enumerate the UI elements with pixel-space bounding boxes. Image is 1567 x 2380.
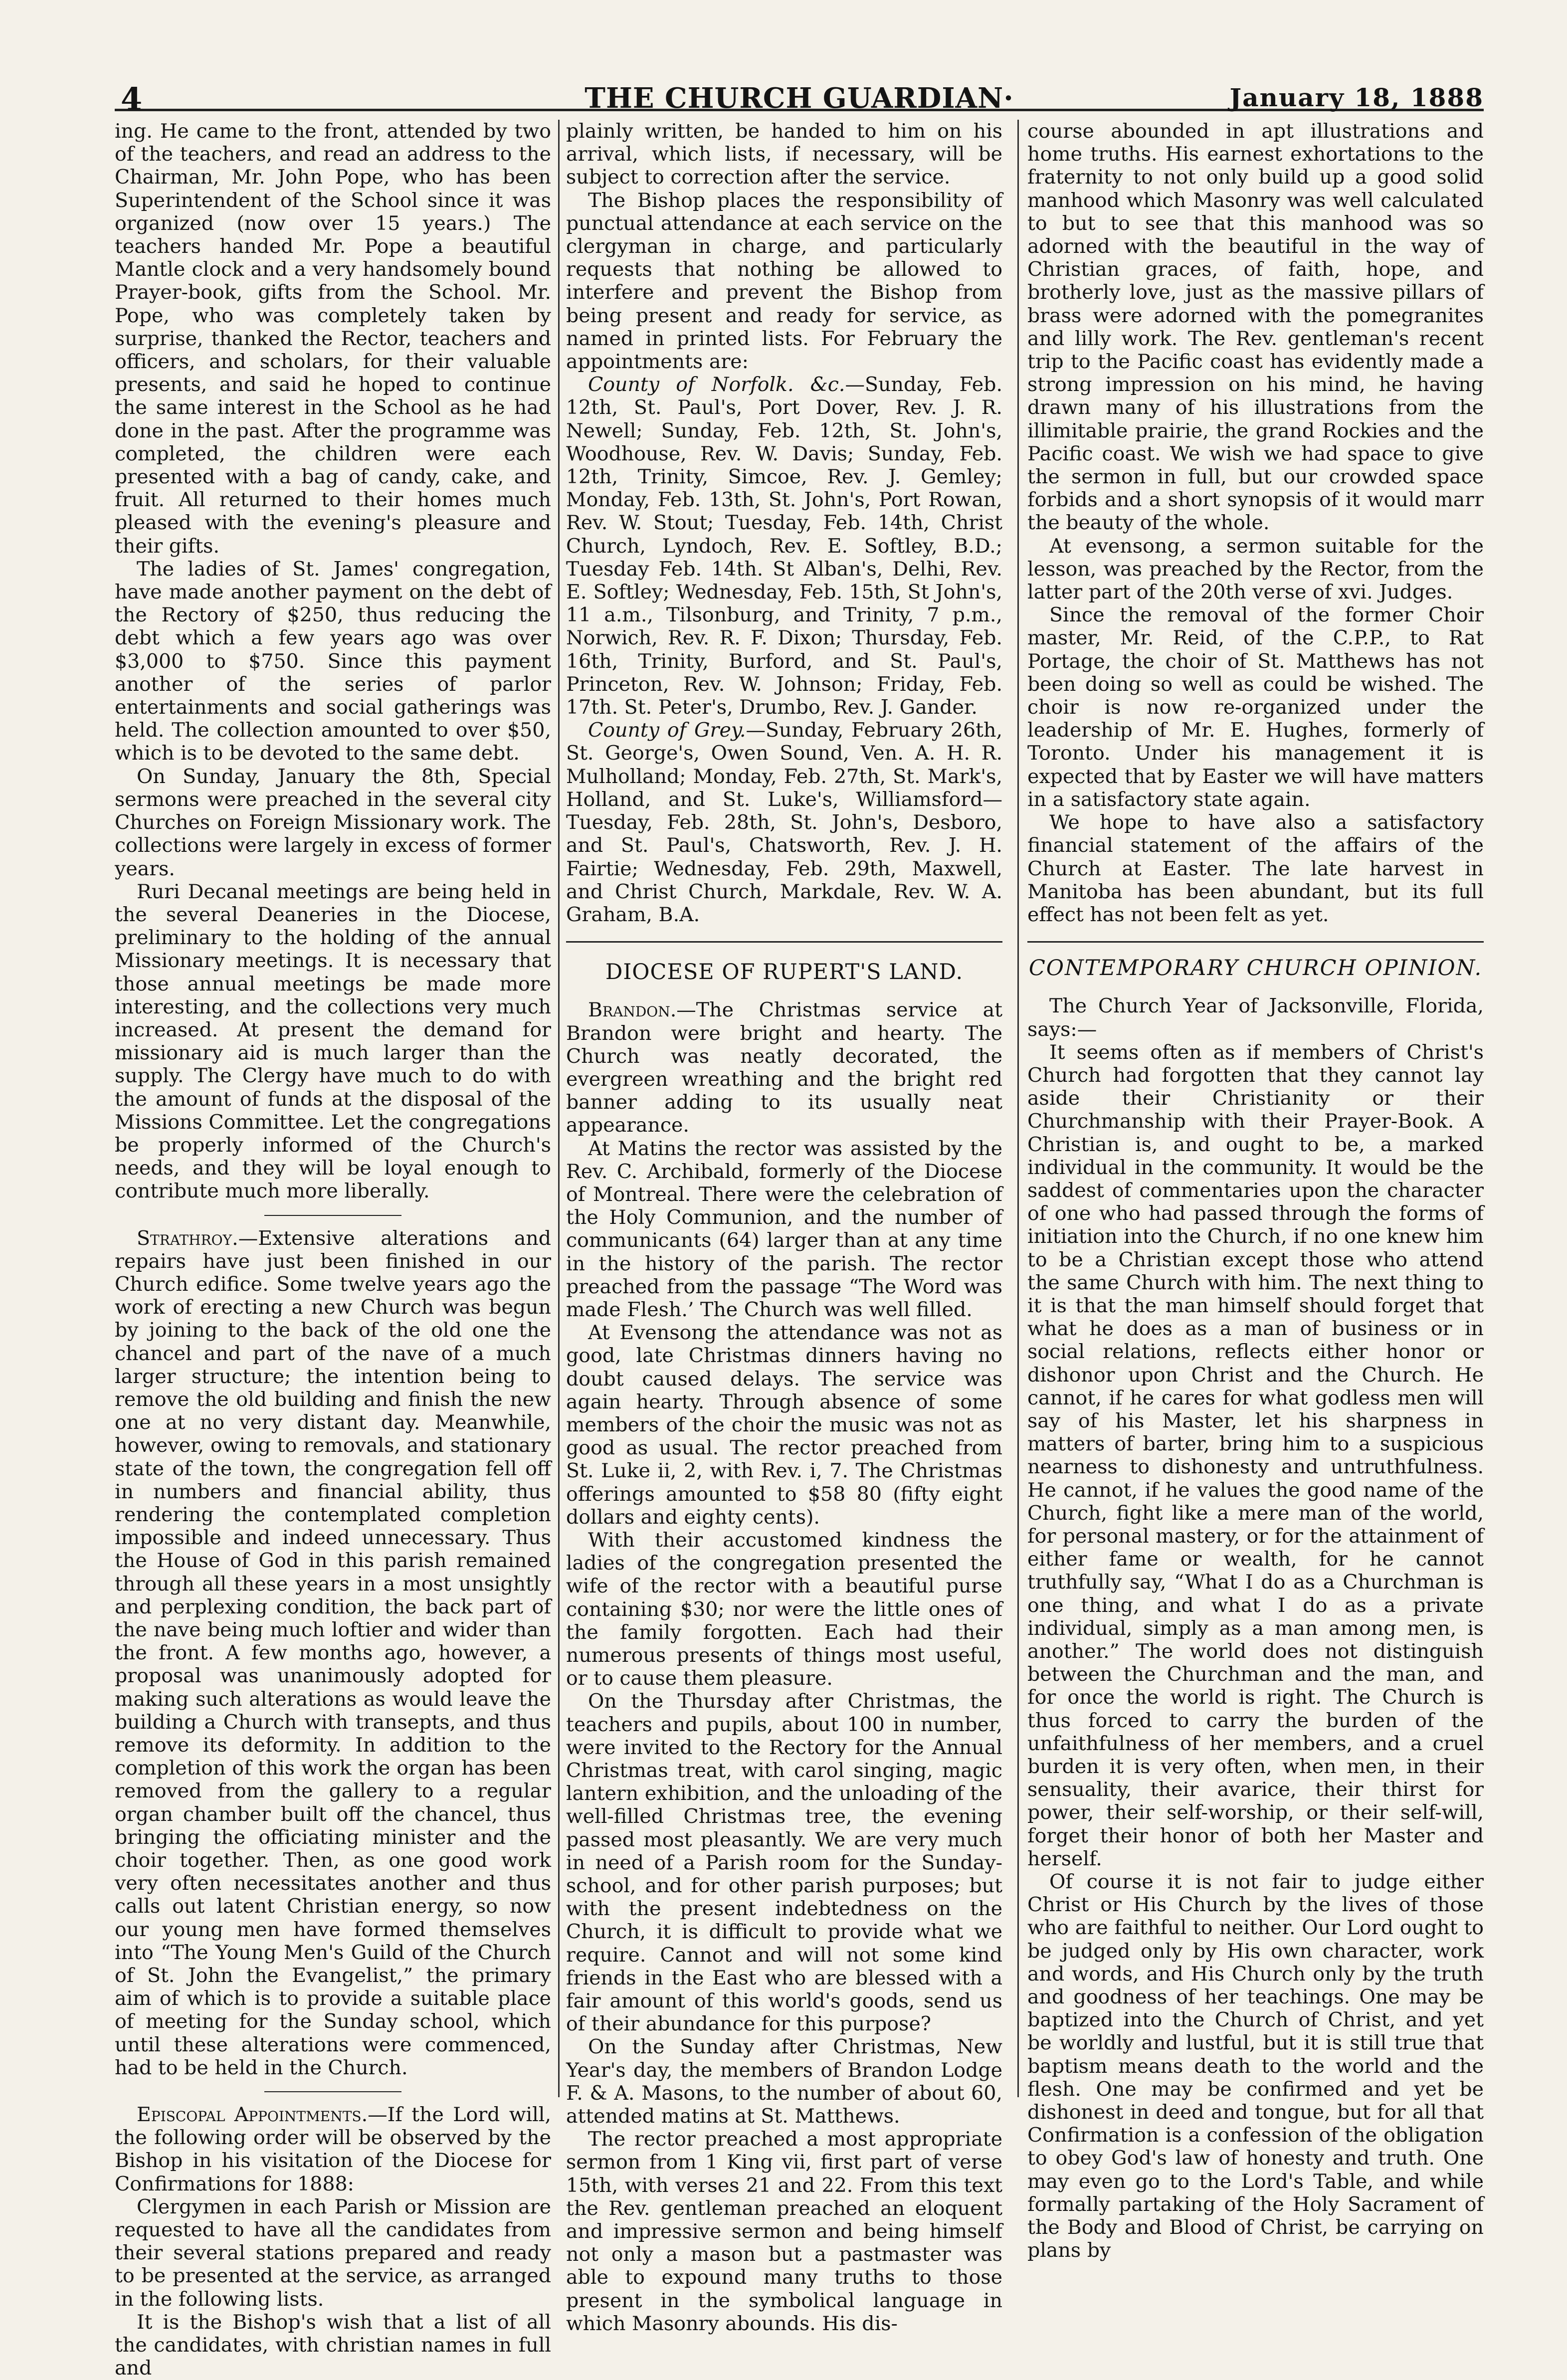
paragraph: On the Sunday after Christmas, New Year's day, the members of Brandon Lodge F. & A. Masons, to the number of about 60, attended matins at St. Matthews. — [566, 2035, 1002, 2128]
paragraph: We hope to have also a satisfactory financial statement of the affairs of the Church at Easter. The late harvest in Manitoba has been abundant, but its full effect has not been felt as yet. — [1027, 811, 1484, 926]
paragraph: Ruri Decanal meetings are being held in the several Deaneries in the Diocese, preliminary to the holding of the annual Missionary meetings. It is necessary that those annual meetings be made more interesting, and the collections very much increased. At present the demand for missionary aid is much larger than the supply. The Clergy have much to do with the amount of funds at the disposal of the Missions Committee. Let the congregations be properly informed of the Church's needs, and they will be loyal enough to contribute much more liberally. — [115, 880, 551, 1203]
section-rule — [264, 1215, 401, 1216]
paragraph: ing. He came to the front, attended by two of the teachers, and read an address to the Chairman, Mr. John Pope, who has been Superintendent of the School since it was organized (now over 15 years.) The teachers handed Mr. Pope a beautiful Mantle clock and a very handsomely bound Prayer-book, gifts from the School. Mr. Pope, who was completely taken by surprise, thanked the Rector, teachers and officers, and scholars, for their valuable presents, and said he hoped to continue the same interest in the School as he had done in the past. After the programme was completed, the children were each presented with a bag of candy, cake, and fruit. All returned to their homes much pleased with the evening's pleasure and their gifts. — [115, 120, 551, 558]
paragraph-lead: County of Norfolk. &c. — [588, 373, 845, 397]
section-heading: CONTEMPORARY CHURCH OPINION. — [1028, 956, 1483, 981]
paragraph: plainly written, be handed to him on his arrival, which lists, if necessary, will be subject to correction after the service. — [566, 120, 1002, 189]
paragraph-lead: Brandon. — [588, 998, 677, 1022]
paragraph-lead: County of Grey. — [588, 719, 746, 742]
paragraph: County of Norfolk. &c.—Sunday, Feb. 12th, St. Paul's, Port Dover, Rev. J. R. Newell; Sunday, Feb. 12th, St. John's, Woodhouse, Rev. W. Davis; Sunday, Feb. 12th, Trinity, Simcoe, Rev. J. Gemley; Monday, Feb. 13th, St. John's, Port Rowan, Rev. W. Stout; Tuesday, Feb. 14th, Christ Church, Lyndoch, Rev. E. Softley, B.D.; Tuesday Feb. 14th. St Alban's, Delhi, Rev. E. Softley; Wednesday, Feb. 15th, St John's, 11 a.m., Tilsonburg, and Trinity, 7 p.m., Norwich, Rev. R. F. Dixon; Thursday, Feb. 16th, Trinity, Burford, and St. Paul's, Princeton, Rev. W. Johnson; Friday, Feb. 17th. St. Peter's, Drumbo, Rev. J. Gander. — [566, 373, 1003, 719]
paragraph: At Evensong the attendance was not as good, late Christmas dinners having no doubt caused delays. The service was again hearty. Through absence of some members of the choir the music was not as good as usual. The rector preached from St. Luke ii, 2, with Rev. i, 7. The Christmas offerings amounted to $58 80 (fifty eight dollars and eighty cents). — [566, 1321, 1002, 1529]
paragraph: The ladies of St. James' congregation, have made another payment on the debt of the Rectory of $250, thus reducing the debt which a few years ago was over $3,000 to $750. Since this payment another of the series of parlor entertainments and social gatherings was held. The collection amounted to over $50, which is to be devoted to the same debt. — [115, 557, 551, 765]
column-3 — [1027, 120, 1484, 2262]
paragraph-lead: Episcopal Appointments. — [137, 2103, 368, 2127]
section-rule — [264, 2091, 401, 2092]
paragraph: At Matins the rector was assisted by the Rev. C. Archibald, formerly of the Diocese of Montreal. There were the celebration of the Holy Communion, and the number of communicants (64) larger than at any time in the history of the parish. The rector preached from the passage “The Word was made Flesh.’ The Church was well filled. — [566, 1137, 1002, 1321]
newspaper-title: THE CHURCH GUARDIAN· — [585, 82, 1014, 115]
paragraph: The Church Year of Jacksonville, Florida, says:— — [1027, 994, 1484, 1041]
paragraph: Strathroy.—Extensive alterations and repairs have just been finished in our Church edifice. Some twelve years ago the work of erecting a new Church was begun by joining to the back of the old one the chancel and part of the nave of a much larger structure; the intention being to remove the old building and finish the new one at no very distant day. Meanwhile, however, owing to removals, and stationary state of the town, the congregation fell off in numbers and financial ability, thus rendering the contemplated completion impossible and indeed unnecessary. Thus the House of God in this parish remained through all these years in a most unsightly and perplexing condition, the back part of the nave being much loftier and wider than the front. A few months ago, however, a proposal was unanimously adopted for making such alterations as would leave the building a Church with transepts, and thus remove its deformity. In addition to the completion of this work the organ has been removed from the gallery to a regular organ chamber built off the chancel, thus bringing the officiating minister and the choir together. Then, as one good work very often necessitates another and thus calls out latent Christian energy, so now our young men have formed themselves into “The Young Men's Guild of the Church of St. John the Evangelist,” the primary aim of which is to provide a suitable place of meeting for the Sunday school, which until these alterations were commenced, had to be held in the Church. — [115, 1226, 551, 2079]
paragraph: Clergymen in each Parish or Mission are requested to have all the candidates from their several stations prepared and ready to be presented at the service, as arranged in the following lists. — [115, 2195, 551, 2311]
paragraph: At evensong, a sermon suitable for the lesson, was preached by the Rector, from the latter part of the 20th verse of xvi. Judges. — [1027, 534, 1484, 604]
paragraph: On the Thursday after Christmas, the teachers and pupils, about 100 in number, were invited to the Rectory for the Annual Christmas treat, with carol singing, magic lantern exhibition, and the unloading of the well-filled Christmas tree, the evening passed most pleasantly. We are very much in need of a Parish room for the Sunday-school, and for other parish purposes; but with the present indebtedness on the Church, it is difficult to provide what we require. Cannot and will not some kind friends in the East who are blessed with a fair amount of this world's goods, send us of their abundance for this purpose? — [566, 1690, 1002, 2036]
paragraph: It is the Bishop's wish that a list of all the candidates, with christian names in full and — [115, 2310, 551, 2380]
paragraph: Of course it is not fair to judge either Christ or His Church by the lives of those who are faithful to neither. Our Lord ought to be judged only by His own character, work and words, and His Church only by the truth and goodness of her teachings. One may be baptized into the Church of Christ, and yet be worldly and lustful, but it is still true that baptism means death to the world and the flesh. One may be confirmed and yet be dishonest in deed and tongue, but for all that Confirmation is a confession of the obligation to obey God's law of honesty and truth. One may even go to the Lord's Table, and while formally partaking of the Holy Sacrament of the Body and Blood of Christ, be carrying on plans by — [1027, 1870, 1484, 2262]
paragraph: On Sunday, January the 8th, Special sermons were preached in the several city Churches on Foreign Missionary work. The collections were largely in excess of former years. — [115, 765, 551, 880]
paragraph: The rector preached a most appropriate sermon from 1 King vii, first part of verse 15th, with verses 21 and 22. From this text the Rev. gentleman preached an eloquent and impressive sermon and being himself not only a mason but a pastmaster was able to expound many truths to those present in the symbolical language in which Masonry abounds. His dis- — [566, 2128, 1002, 2335]
paragraph: County of Grey.—Sunday, February 26th, St. George's, Owen Sound, Ven. A. H. R. Mulholland; Monday, Feb. 27th, St. Mark's, Holland, and St. Luke's, Williamsford—Tuesday, Feb. 28th, St. John's, Desboro, and St. Paul's, Chatsworth, Rev. J. H. Fairtie; Wednesday, Feb. 29th, Maxwell, and Christ Church, Markdale, Rev. W. A. Graham, B.A. — [566, 719, 1002, 926]
paragraph: course abounded in apt illustrations and home truths. His earnest exhortations to the fraternity to not only build up a good solid manhood which Masonry was well calculated to but to see that this manhood was so adorned with the beautiful in the way of Christian graces, of faith, hope, and brotherly love, just as the massive pillars of brass were adorned with the pomegranites and lilly work. The Rev. gentleman's recent trip to the Pacific coast has evidently made a strong impression on his mind, he having drawn many of his illustrations from the illimitable prairie, the grand Rockies and the Pacific coast. We wish we had space to give the sermon in full, but our crowded space forbids and a short synopsis of it would marr the beauty of the whole. — [1027, 120, 1484, 535]
section-rule — [1027, 941, 1484, 943]
paragraph: It seems often as if members of Christ's Church had forgotten that they cannot lay aside their Christianity or their Churchmanship with their Prayer-Book. A Christian is, and ought to be, a marked individual in the community. It would be the saddest of commentaries upon the character of one who had passed through the forms of initiation into the Church, if no one knew him to be a Christian except those who attend the same Church with him. The next thing to it is that the man himself should forget that what he does as a man of business or in social relations, reflects either honor or dishonor upon Christ and the Church. He cannot, if he cares for what godless men will say of his Master, let his sharpness in matters of barter, bring him to a suspicious nearness to dishonesty and untruthfulness. He cannot, if he values the good name of the Church, fight like a mere man of the world, for personal mastery, or for the attainment of either fame or wealth, for he cannot truthfully say, “What I do as a Churchman is one thing, and what I do as a private individual, simply as a man among men, is another.” The world does not distinguish between the Churchman and the man, and for once the world is right. The Church is thus forced to carry the burden of the unfaithfulness of her members, and a cruel burden it is very often, when men, in their sensuality, their avarice, their thirst for power, their self-worship, or their self-will, forget their honor of both her Master and herself. — [1027, 1040, 1484, 1870]
masthead — [115, 74, 1484, 117]
paragraph: With their accustomed kindness the ladies of the congregation presented the wife of the rector with a beautiful purse containing $30; nor were the little ones of the family forgotten. Each had their numerous presents of things most useful, or to cause them pleasure. — [566, 1528, 1002, 1690]
paragraph: Brandon.—The Christmas service at Brandon were bright and hearty. The Church was neatly decorated, the evergreen wreathing and the bright red banner adding to its usually neat appearance. — [566, 998, 1002, 1137]
paragraph: The Bishop places the responsibility of punctual attendance at each service on the clergyman in charge, and particularly requests that nothing be allowed to interfere and prevent the Bishop from being present and ready for service, as named in printed lists. For February the appointments are: — [566, 189, 1002, 374]
column-1 — [115, 120, 551, 2380]
issue-date: January 18, 1888 — [1229, 83, 1484, 112]
column-rule-2 — [1017, 120, 1019, 2097]
column-rule-1 — [558, 120, 560, 2097]
paragraph: Since the removal of the former Choir master, Mr. Reid, of the C.P.P., to Rat Portage, the choir of St. Matthews has not been doing so well as could be wished. The choir is now re-organized under the leadership of Mr. E. Hughes, formerly of Toronto. Under his management it is expected that by Easter we will have matters in a satisfactory state again. — [1027, 603, 1484, 811]
column-2 — [566, 120, 1003, 2335]
section-heading: DIOCESE OF RUPERT'S LAND. — [605, 960, 964, 985]
page-number: 4 — [121, 81, 143, 117]
paragraph: Episcopal Appointments.—If the Lord will, the following order will be observed by the Bishop in his visitation of the Diocese for Confirmations for 1888: — [115, 2103, 551, 2195]
paragraph-lead: Strathroy. — [137, 1226, 238, 1250]
section-rule — [566, 941, 1002, 943]
